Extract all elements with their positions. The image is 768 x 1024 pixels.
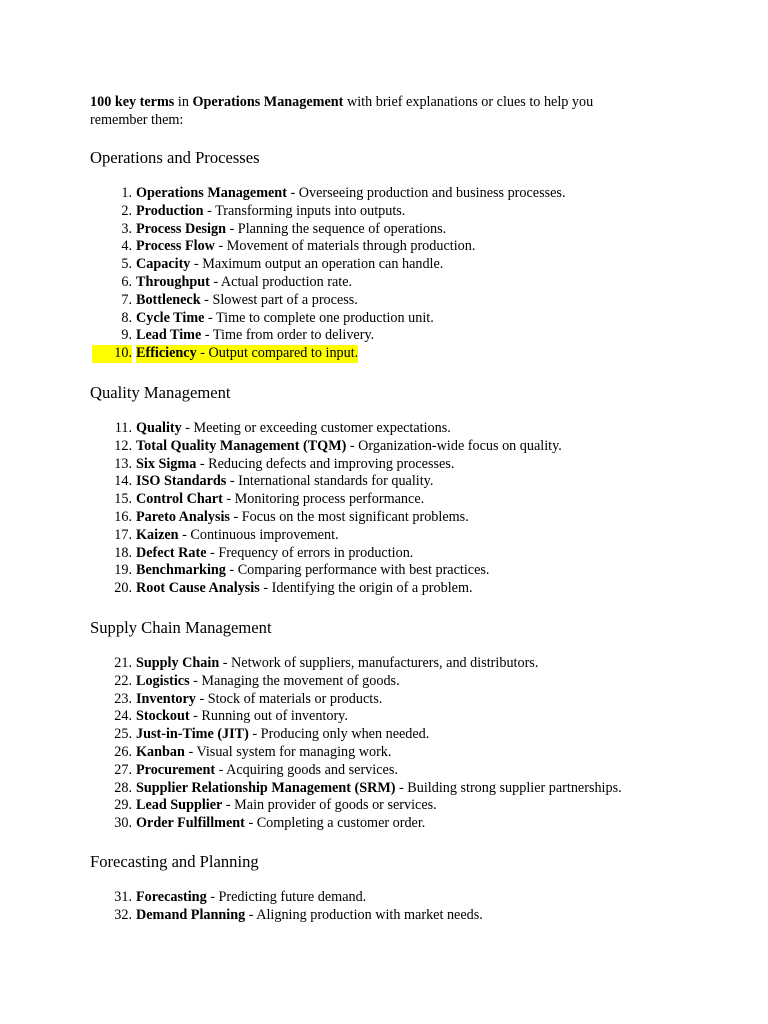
item-number: 12. xyxy=(114,437,132,454)
term-description: - Organization-wide focus on quality. xyxy=(346,437,562,454)
term-name: Demand Planning xyxy=(136,906,246,923)
list-item xyxy=(0,762,768,780)
item-number: 21. xyxy=(114,655,132,671)
item-text xyxy=(136,527,339,545)
item-text xyxy=(136,762,398,780)
list-item xyxy=(0,907,768,925)
list-item xyxy=(0,203,768,221)
term-description: - Managing the movement of goods. xyxy=(189,672,400,689)
term-description: - Aligning production with market needs. xyxy=(245,906,483,923)
term-name: Capacity xyxy=(136,256,191,273)
term-description: - Time from order to delivery. xyxy=(201,327,375,344)
term-name: Forecasting xyxy=(136,889,207,905)
section-heading: Supply Chain Management xyxy=(90,618,272,637)
item-text xyxy=(136,420,451,438)
term-name: Bottleneck xyxy=(136,291,201,308)
term-description: - Meeting or exceeding customer expectations. xyxy=(181,420,451,436)
item-text xyxy=(136,708,348,726)
term-name: Lead Supplier xyxy=(136,797,223,814)
item-number: 15. xyxy=(114,491,132,508)
item-number: 14. xyxy=(114,473,132,490)
item-number: 3. xyxy=(121,220,132,237)
intro-text: with brief explanations or clues to help you remember them: xyxy=(90,94,594,128)
term-list xyxy=(0,420,768,598)
term-name: Kaizen xyxy=(136,526,179,543)
term-name: ISO Standards xyxy=(136,473,227,490)
item-number: 8. xyxy=(121,309,132,326)
item-text xyxy=(136,580,473,598)
item-text xyxy=(136,473,433,491)
item-number: 25. xyxy=(114,726,132,743)
item-number: 32. xyxy=(114,906,132,923)
item-number: 5. xyxy=(121,256,132,273)
item-number: 24. xyxy=(114,708,132,725)
list-item xyxy=(0,438,768,456)
item-text xyxy=(136,889,366,907)
term-description: - Actual production rate. xyxy=(209,273,353,290)
term-name: Process Design xyxy=(136,220,226,237)
item-text xyxy=(136,456,454,474)
item-number: 31. xyxy=(114,889,132,905)
item-text xyxy=(136,438,562,456)
list-item xyxy=(0,238,768,256)
item-text xyxy=(136,238,475,256)
item-number: 23. xyxy=(114,690,132,707)
item-number: 20. xyxy=(114,580,132,597)
term-description: - Producing only when needed. xyxy=(248,726,430,743)
item-text xyxy=(136,310,434,328)
list-item xyxy=(0,420,768,438)
item-text xyxy=(136,797,437,815)
intro-text: in xyxy=(174,94,193,110)
section-heading: Quality Management xyxy=(90,383,231,402)
term-description: - Time to complete one production unit. xyxy=(204,309,434,326)
list-item xyxy=(0,797,768,815)
term-name: Six Sigma xyxy=(136,455,197,472)
term-name: Cycle Time xyxy=(136,309,205,326)
list-item xyxy=(0,292,768,310)
term-description: - Focus on the most significant problems. xyxy=(229,508,469,525)
term-description: - Maximum output an operation can handle. xyxy=(190,256,444,273)
term-name: Production xyxy=(136,202,204,219)
item-number: 2. xyxy=(121,202,132,219)
term-description: - Frequency of errors in production. xyxy=(206,544,414,561)
item-text xyxy=(136,491,424,509)
item-text xyxy=(136,256,443,274)
term-name: Efficiency xyxy=(136,345,197,362)
section-heading: Operations and Processes xyxy=(90,148,260,167)
list-item xyxy=(0,327,768,345)
list-item xyxy=(0,256,768,274)
term-description: - Comparing performance with best practices. xyxy=(225,562,490,579)
term-description: - Reducing defects and improving processes. xyxy=(196,455,455,472)
item-number: 29. xyxy=(114,797,132,814)
term-description: - Main provider of goods or services. xyxy=(222,797,437,814)
term-name: Benchmarking xyxy=(136,562,226,579)
term-description: - Transforming inputs into outputs. xyxy=(203,202,406,219)
item-text xyxy=(136,691,382,709)
term-list xyxy=(0,185,768,363)
list-item xyxy=(0,562,768,580)
list-item xyxy=(0,545,768,563)
list-item xyxy=(0,655,768,673)
item-text xyxy=(136,274,352,292)
list-item xyxy=(0,580,768,598)
item-text xyxy=(136,327,374,345)
list-item xyxy=(0,673,768,691)
item-text xyxy=(136,562,489,580)
term-name: Root Cause Analysis xyxy=(136,580,260,597)
item-number: 26. xyxy=(114,743,132,760)
item-number: 18. xyxy=(114,544,132,561)
list-item xyxy=(0,509,768,527)
term-description: - Continuous improvement. xyxy=(178,526,339,543)
list-item xyxy=(0,274,768,292)
section-heading: Forecasting and Planning xyxy=(90,852,259,871)
item-text xyxy=(136,744,391,762)
term-description: - Visual system for managing work. xyxy=(184,743,392,760)
term-name: Total Quality Management (TQM) xyxy=(136,437,347,454)
term-name: Quality xyxy=(136,420,182,436)
term-description: - Movement of materials through production. xyxy=(214,238,476,255)
intro-bold-count: 100 key terms xyxy=(90,94,175,110)
term-name: Order Fulfillment xyxy=(136,815,245,832)
term-description: - Network of suppliers, manufacturers, and distributors. xyxy=(219,655,539,671)
term-description: - Output compared to input. xyxy=(196,345,359,362)
item-number: 16. xyxy=(114,508,132,525)
list-item xyxy=(0,744,768,762)
term-description: - Stock of materials or products. xyxy=(195,690,383,707)
item-number: 6. xyxy=(121,273,132,290)
item-number: 13. xyxy=(114,455,132,472)
term-name: Pareto Analysis xyxy=(136,508,230,525)
item-text xyxy=(136,726,429,744)
term-name: Process Flow xyxy=(136,238,215,255)
list-item xyxy=(0,456,768,474)
term-name: Lead Time xyxy=(136,327,202,344)
term-name: Inventory xyxy=(136,690,196,707)
term-name: Control Chart xyxy=(136,491,223,508)
list-item xyxy=(0,780,768,798)
term-name: Kanban xyxy=(136,743,185,760)
list-item xyxy=(0,527,768,545)
item-text xyxy=(136,815,425,833)
term-name: Logistics xyxy=(136,672,190,689)
list-item xyxy=(0,310,768,328)
term-description: - Acquiring goods and services. xyxy=(215,761,398,778)
term-list xyxy=(0,655,768,833)
item-number: 22. xyxy=(114,672,132,689)
item-text xyxy=(136,673,400,691)
list-item xyxy=(0,889,768,907)
term-description: - Slowest part of a process. xyxy=(200,291,358,308)
item-number: 4. xyxy=(121,238,132,255)
term-description: - Building strong supplier partnerships. xyxy=(395,779,622,796)
term-description: - Identifying the origin of a problem. xyxy=(259,580,473,597)
item-text xyxy=(136,780,622,798)
item-text xyxy=(136,292,358,310)
intro-paragraph xyxy=(90,94,650,129)
item-text xyxy=(136,185,566,203)
term-description: - Overseeing production and business processes. xyxy=(286,185,566,201)
item-text xyxy=(136,907,483,925)
item-number: 11. xyxy=(114,420,132,436)
term-name: Defect Rate xyxy=(136,544,207,561)
term-description: - Running out of inventory. xyxy=(189,708,348,725)
term-description: - International standards for quality. xyxy=(226,473,434,490)
list-item xyxy=(0,691,768,709)
term-description: - Monitoring process performance. xyxy=(222,491,425,508)
item-text xyxy=(136,345,358,363)
list-item xyxy=(0,473,768,491)
term-name: Operations Management xyxy=(136,185,287,201)
item-number: 28. xyxy=(114,779,132,796)
item-text xyxy=(136,221,446,239)
item-number: 17. xyxy=(114,526,132,543)
item-number: 9. xyxy=(121,327,132,344)
term-name: Stockout xyxy=(136,708,190,725)
term-name: Procurement xyxy=(136,761,216,778)
item-number: 7. xyxy=(121,291,132,308)
list-item xyxy=(0,185,768,203)
item-text xyxy=(136,509,469,527)
term-name: Throughput xyxy=(136,273,210,290)
list-item xyxy=(0,221,768,239)
term-name: Just-in-Time (JIT) xyxy=(136,726,249,743)
item-text xyxy=(136,655,538,673)
list-item xyxy=(0,815,768,833)
term-name: Supply Chain xyxy=(136,655,220,671)
list-item xyxy=(0,345,768,363)
item-text xyxy=(136,545,413,563)
term-description: - Completing a customer order. xyxy=(244,815,426,832)
list-item xyxy=(0,726,768,744)
item-text xyxy=(136,203,405,221)
item-number: 1. xyxy=(121,185,132,201)
term-description: - Planning the sequence of operations. xyxy=(225,220,447,237)
intro-bold-subject: Operations Management xyxy=(192,94,344,110)
term-description: - Predicting future demand. xyxy=(206,889,367,905)
item-number: 27. xyxy=(114,761,132,778)
term-list xyxy=(0,889,768,925)
term-name: Supplier Relationship Management (SRM) xyxy=(136,779,396,796)
item-number: 10. xyxy=(92,345,132,363)
item-number: 19. xyxy=(114,562,132,579)
item-number: 30. xyxy=(114,815,132,832)
list-item xyxy=(0,708,768,726)
list-item xyxy=(0,491,768,509)
